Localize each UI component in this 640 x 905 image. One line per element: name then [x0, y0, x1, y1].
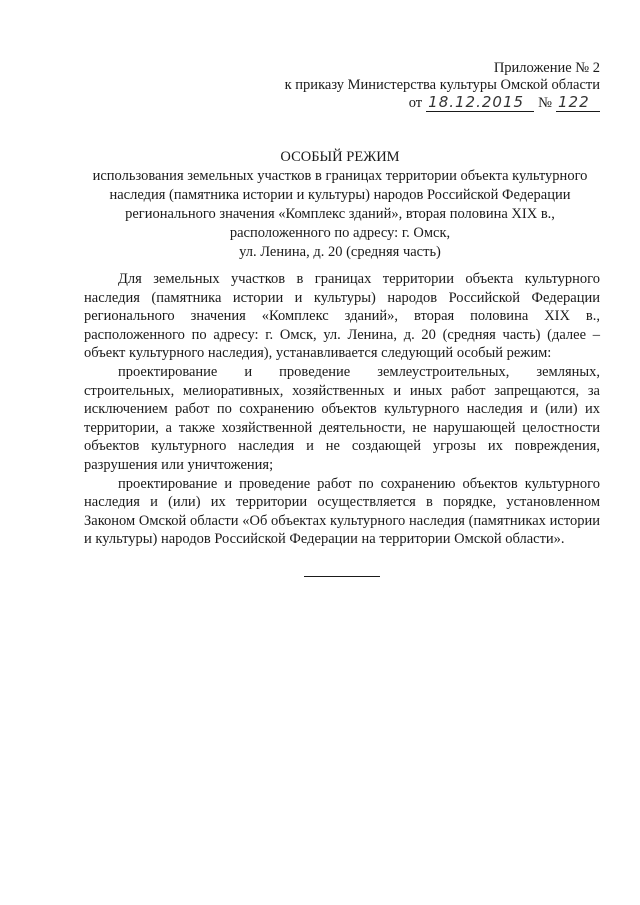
from-label: от — [408, 95, 423, 111]
subtitle-line: использования земельных участков в границах территории объекта культурного — [92, 168, 588, 184]
document-body — [84, 270, 600, 549]
order-date-line — [409, 94, 600, 112]
body-paragraph: проектирование и проведение работ по сохранению объектов культурного наследия и (или) их территории осуществляется в порядке, установленном Законом Омской области «Об объектах культурного наследия (памятниках истории и культуры) народов Российской Федерации на территории Омской области». — [84, 475, 600, 548]
body-paragraph: Для земельных участков в границах территории объекта культурного наследия (памятника истории и культуры) народов Российской Федерации регионального значения «Комплекс зданий», вторая половина XIX в., расположенного по адресу: г. Омск, ул. Ленина, д. 20 (средняя часть) (далее – объект культурного наследия), устанавливается следующий особый режим: — [84, 271, 600, 362]
handwritten-number: 122 — [556, 94, 600, 112]
number-sign: № — [538, 95, 552, 111]
body-paragraph: проектирование и проведение землеустроительных, земляных, строительных, мелиоративных, хозяйственных и иных работ запрещаются, за исключением работ по сохранению объектов культурного наследия и (или) их территории, а также хозяйственной деятельности, не нарушающей целостности объектов культурного наследия и не создающей угрозы их повреждения, разрушения или уничтожения; — [84, 363, 600, 473]
subtitle-line: ул. Ленина, д. 20 (средняя часть) — [239, 244, 441, 260]
document-subtitle — [78, 167, 602, 262]
subtitle-line: наследия (памятника истории и культуры) народов Российской Федерации — [109, 187, 571, 203]
appendix-number: Приложение № 2 — [493, 60, 600, 76]
subtitle-line: расположенного по адресу: г. Омск, — [229, 225, 451, 241]
document-title-block — [78, 148, 602, 262]
subtitle-line: регионального значения «Комплекс зданий», вторая половина XIX в., — [125, 206, 555, 222]
end-divider — [304, 576, 380, 577]
handwritten-date: 18.12.2015 — [426, 94, 534, 112]
document-title: ОСОБЫЙ РЕЖИМ — [280, 149, 400, 165]
order-reference: к приказу Министерства культуры Омской области — [284, 77, 600, 93]
appendix-header — [180, 60, 600, 112]
